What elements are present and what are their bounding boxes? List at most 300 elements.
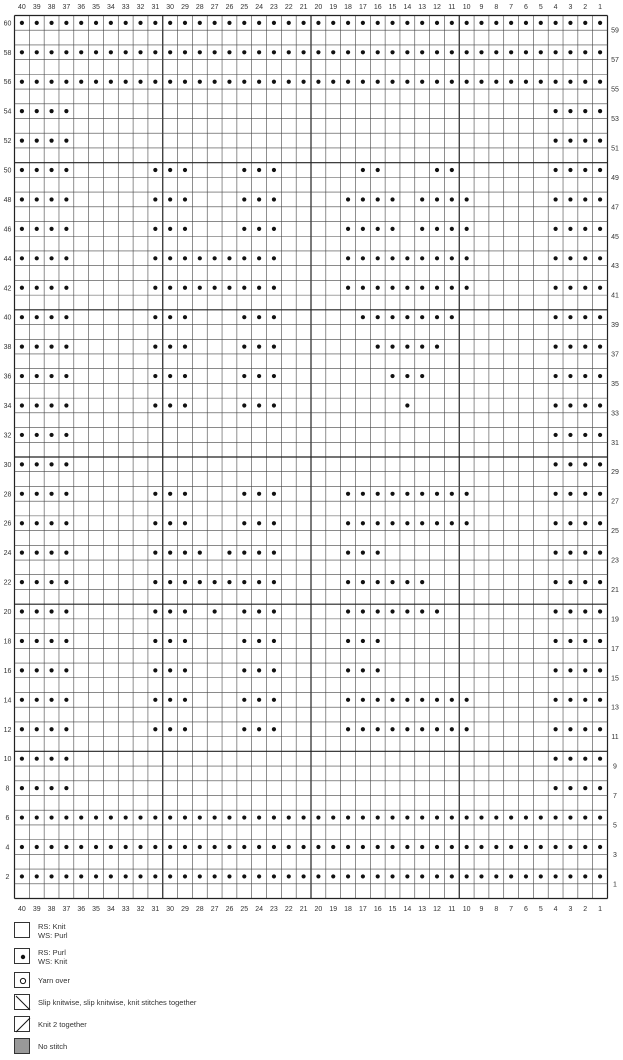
purl-dot [35,256,39,260]
purl-dot [598,168,602,172]
purl-dot [509,874,513,878]
purl-dot [124,21,128,25]
purl-dot [168,698,172,702]
purl-dot [390,580,394,584]
purl-dot [257,874,261,878]
purl-dot [35,492,39,496]
purl-dot [390,492,394,496]
purl-dot [20,639,24,643]
purl-dot [49,345,53,349]
purl-dot [213,609,217,613]
purl-dot [316,815,320,819]
purl-dot [35,757,39,761]
purl-dot [138,815,142,819]
purl-dot [227,50,231,54]
column-number-top: 14 [403,4,412,11]
purl-dot [361,580,365,584]
purl-dot [568,668,572,672]
purl-dot [494,50,498,54]
purl-dot [346,609,350,613]
purl-dot [376,845,380,849]
purl-dot [183,609,187,613]
purl-dot [479,50,483,54]
purl-dot [35,80,39,84]
purl-dot [94,21,98,25]
column-number-bottom: 35 [92,906,100,913]
purl-dot [301,80,305,84]
purl-dot [272,345,276,349]
purl-dot [331,50,335,54]
purl-dot [257,815,261,819]
purl-dot [301,50,305,54]
purl-dot [346,727,350,731]
column-number-top: 33 [121,4,130,11]
purl-dot [35,462,39,466]
purl-dot [524,845,528,849]
purl-dot [598,345,602,349]
purl-dot [583,845,587,849]
purl-dot [49,492,53,496]
purl-dot [346,227,350,231]
purl-dot [94,815,98,819]
purl-dot [64,433,68,437]
purl-dot [361,845,365,849]
purl-dot [64,580,68,584]
purl-dot [524,815,528,819]
purl-dot [346,521,350,525]
purl-dot [168,227,172,231]
purl-dot [287,874,291,878]
purl-dot [257,727,261,731]
purl-dot [20,227,24,231]
purl-dot [242,492,246,496]
purl-dot [450,21,454,25]
column-number-bottom: 2 [583,906,588,913]
row-number-right: 19 [611,616,619,624]
purl-dot [583,138,587,142]
purl-dot [554,580,558,584]
purl-dot [64,492,68,496]
purl-dot [35,50,39,54]
purl-dot [376,286,380,290]
purl-dot [124,845,128,849]
purl-dot [20,609,24,613]
purl-dot [35,197,39,201]
column-number-top: 26 [225,4,234,11]
purl-dot [198,256,202,260]
purl-dot [583,345,587,349]
purl-dot [554,403,558,407]
purl-dot [509,21,513,25]
purl-dot [420,227,424,231]
purl-dot [35,874,39,878]
purl-dot [242,21,246,25]
purl-dot [405,403,409,407]
purl-dot [420,580,424,584]
purl-dot [64,403,68,407]
purl-dot [420,874,424,878]
purl-dot [598,727,602,731]
purl-dot [346,256,350,260]
purl-dot [198,580,202,584]
purl-dot [420,609,424,613]
purl-dot [49,874,53,878]
purl-dot [49,757,53,761]
purl-dot [49,609,53,613]
purl-dot [420,256,424,260]
row-number-right: 23 [611,557,619,565]
purl-dot [554,345,558,349]
column-number-bottom: 20 [314,906,323,913]
purl-dot [64,786,68,790]
purl-dot [257,50,261,54]
purl-dot [568,639,572,643]
purl-dot [287,815,291,819]
row-number-left: 30 [3,461,12,469]
legend-line: RS: Purl [38,948,66,957]
purl-dot [539,50,543,54]
purl-dot [242,727,246,731]
purl-dot [583,668,587,672]
purl-dot [568,727,572,731]
purl-dot [272,609,276,613]
purl-dot [20,786,24,790]
purl-dot [450,227,454,231]
column-number-top: 7 [509,4,514,11]
row-number-right: 59 [611,27,619,35]
purl-dot [153,197,157,201]
purl-dot [94,80,98,84]
purl-dot [20,286,24,290]
column-number-top: 10 [462,4,471,11]
purl-dot [272,197,276,201]
purl-dot [64,668,68,672]
purl-dot [109,50,113,54]
row-number-left: 10 [3,756,12,764]
purl-dot [568,698,572,702]
purl-dot [213,286,217,290]
purl-dot [346,668,350,672]
purl-dot [390,845,394,849]
purl-dot [583,874,587,878]
purl-dot [598,403,602,407]
purl-dot [435,80,439,84]
purl-dot [331,815,335,819]
purl-dot [64,727,68,731]
purl-dot [420,374,424,378]
purl-dot [183,492,187,496]
purl-dot [64,757,68,761]
purl-dot [568,462,572,466]
column-number-bottom: 38 [47,906,56,913]
purl-dot [405,80,409,84]
purl-dot [153,168,157,172]
purl-dot [168,639,172,643]
row-number-right: 1 [613,881,617,889]
purl-dot [598,845,602,849]
purl-dot [583,462,587,466]
purl-dot [20,403,24,407]
purl-dot [242,874,246,878]
purl-dot [79,80,83,84]
purl-dot [20,874,24,878]
purl-dot [554,668,558,672]
purl-dot [183,668,187,672]
purl-dot [583,80,587,84]
purl-dot [450,197,454,201]
purl-dot [64,521,68,525]
row-number-left: 2 [5,873,10,881]
purl-dot [420,315,424,319]
purl-dot [183,256,187,260]
purl-dot [479,845,483,849]
purl-dot [213,845,217,849]
row-number-right: 13 [611,704,619,712]
knit-icon [14,922,30,938]
purl-dot [420,521,424,525]
row-number-right: 17 [611,645,619,653]
purl-dot [242,286,246,290]
purl-dot [405,845,409,849]
purl-dot [435,256,439,260]
purl-dot [568,345,572,349]
column-number-bottom: 27 [210,906,219,913]
purl-dot [301,874,305,878]
purl-dot [420,286,424,290]
purl-dot [568,521,572,525]
purl-dot [361,815,365,819]
purl-dot [49,551,53,555]
purl-dot [554,374,558,378]
purl-dot [94,50,98,54]
purl-dot [435,521,439,525]
column-number-bottom: 11 [448,906,456,913]
purl-dot [346,874,350,878]
purl-dot [168,845,172,849]
purl-dot [598,757,602,761]
column-number-bottom: 23 [270,906,278,913]
purl-dot [539,80,543,84]
purl-dot [346,21,350,25]
row-number-right: 47 [611,204,619,212]
purl-dot [346,815,350,819]
column-number-bottom: 13 [418,906,427,913]
purl-dot [64,609,68,613]
column-number-top: 8 [494,4,499,11]
purl-dot [49,138,53,142]
purl-dot [554,874,558,878]
purl-dot [168,256,172,260]
purl-dot [227,815,231,819]
purl-dot [183,286,187,290]
column-number-top: 15 [388,4,397,11]
purl-dot [524,21,528,25]
purl-dot [168,345,172,349]
purl-dot [435,227,439,231]
purl-dot [49,403,53,407]
purl-dot [272,492,276,496]
purl-dot [64,315,68,319]
purl-dot [213,815,217,819]
purl-dot [361,492,365,496]
purl-dot [257,21,261,25]
purl-dot [168,492,172,496]
purl-dot [598,433,602,437]
purl-dot [272,668,276,672]
column-number-bottom: 5 [538,906,543,913]
purl-dot [153,639,157,643]
purl-dot [153,727,157,731]
row-number-right: 7 [613,792,617,800]
purl-dot [405,345,409,349]
purl-dot [301,845,305,849]
purl-dot [361,609,365,613]
purl-dot [168,668,172,672]
purl-dot [272,227,276,231]
purl-dot [227,874,231,878]
purl-dot [153,374,157,378]
purl-dot [49,374,53,378]
purl-dot [435,815,439,819]
purl-dot [598,21,602,25]
column-number-bottom: 22 [284,906,293,913]
purl-dot [20,845,24,849]
purl-dot [598,80,602,84]
purl-dot [109,874,113,878]
row-number-right: 53 [611,116,619,124]
purl-dot [49,315,53,319]
purl-dot [64,815,68,819]
purl-dot [390,609,394,613]
purl-dot [153,227,157,231]
purl-dot [361,21,365,25]
purl-dot [583,609,587,613]
purl-dot [390,21,394,25]
purl-dot [64,639,68,643]
purl-dot [49,256,53,260]
column-number-top: 40 [18,4,26,11]
row-number-right: 27 [611,498,619,506]
purl-dot [598,609,602,613]
purl-dot [450,286,454,290]
purl-dot [20,50,24,54]
purl-dot [64,168,68,172]
column-number-bottom: 24 [255,906,264,913]
purl-dot [376,197,380,201]
purl-dot [465,80,469,84]
purl-dot [376,815,380,819]
column-number-top: 9 [479,4,484,11]
purl-dot [124,80,128,84]
purl-dot [64,345,68,349]
purl-dot [331,874,335,878]
purl-dot [554,50,558,54]
purl-dot [257,521,261,525]
purl-dot [583,315,587,319]
purl-dot [20,21,24,25]
purl-dot [390,374,394,378]
purl-dot [257,609,261,613]
purl-dot [465,845,469,849]
column-number-bottom: 7 [509,906,514,913]
column-number-top: 24 [255,4,264,11]
purl-dot [183,845,187,849]
purl-dot [390,698,394,702]
purl-dot [450,698,454,702]
purl-dot [64,256,68,260]
column-number-top: 3 [568,4,573,11]
purl-dot [20,462,24,466]
purl-dot [153,521,157,525]
purl-dot [405,286,409,290]
purl-dot [583,727,587,731]
purl-dot [568,168,572,172]
column-number-bottom: 34 [106,906,115,913]
purl-dot [509,80,513,84]
purl-dot [49,168,53,172]
purl-dot [272,315,276,319]
row-number-right: 37 [611,351,619,359]
purl-dot [390,50,394,54]
purl-dot [583,197,587,201]
purl-dot [20,757,24,761]
purl-dot [361,521,365,525]
purl-dot [554,609,558,613]
purl-dot [168,727,172,731]
purl-dot [554,521,558,525]
purl-dot [257,286,261,290]
purl-dot [568,197,572,201]
purl-dot [465,50,469,54]
purl-dot [64,227,68,231]
purl-dot [361,668,365,672]
purl-dot [554,815,558,819]
purl-dot [554,286,558,290]
purl-dot [420,727,424,731]
purl-dot [376,521,380,525]
purl-dot [109,815,113,819]
row-number-left: 36 [3,373,12,381]
purl-dot [405,727,409,731]
purl-dot [213,21,217,25]
row-number-right: 29 [611,469,619,477]
purl-dot [20,374,24,378]
purl-dot [109,21,113,25]
purl-dot [198,50,202,54]
purl-dot [20,109,24,113]
purl-dot [20,698,24,702]
purl-dot [64,286,68,290]
purl-dot [153,668,157,672]
purl-dot [20,815,24,819]
purl-dot [390,197,394,201]
purl-dot [405,609,409,613]
purl-dot [272,50,276,54]
purl-dot [583,403,587,407]
purl-dot [554,845,558,849]
purl-dot [435,168,439,172]
purl-dot [435,698,439,702]
purl-dot [272,374,276,378]
purl-dot [376,639,380,643]
purl-dot [287,21,291,25]
row-number-left: 8 [5,785,10,793]
purl-dot [420,21,424,25]
column-number-top: 2 [583,4,588,11]
purl-dot [138,21,142,25]
purl-dot [465,521,469,525]
purl-dot [376,698,380,702]
